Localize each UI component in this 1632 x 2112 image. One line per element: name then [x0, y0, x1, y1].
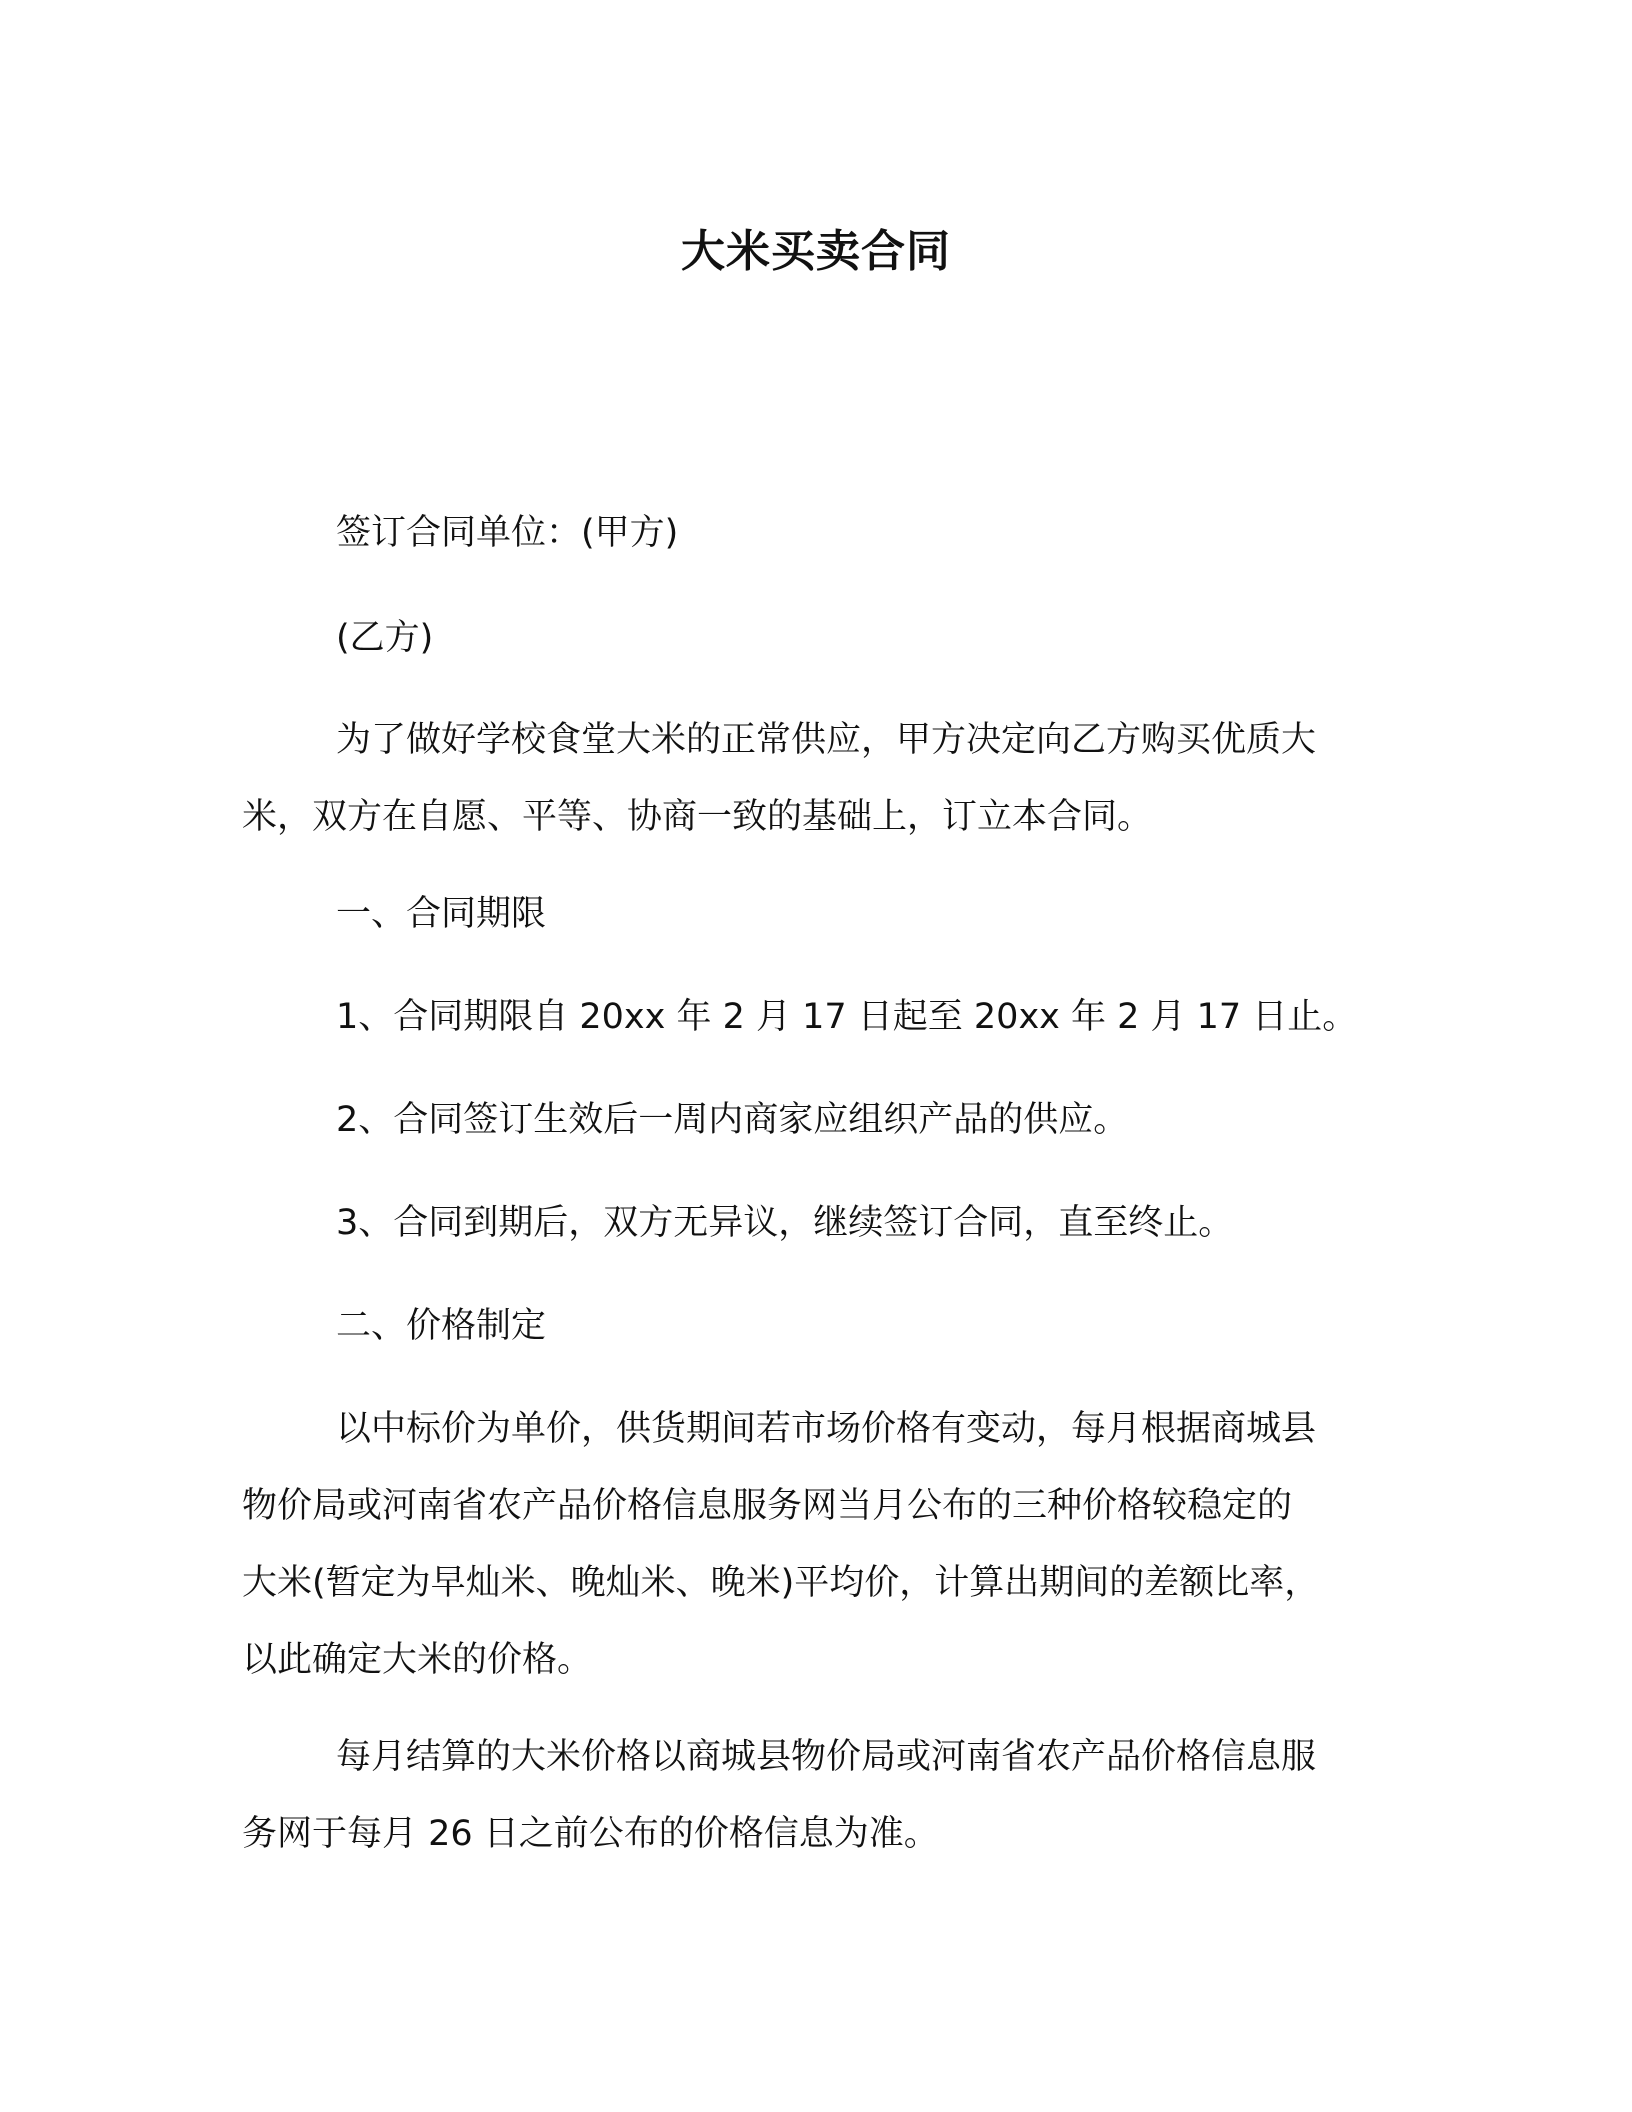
price-line-1: 以中标价为单价，供货期间若市场价格有变动，每月根据商城县 — [336, 1409, 1317, 1449]
price-line-4: 以此确定大米的价格。 — [242, 1640, 593, 1680]
party-a-line: 签订合同单位：(甲方) — [336, 513, 679, 553]
party-b-line: (乙方) — [336, 618, 434, 658]
section-2-heading: 二、价格制定 — [336, 1306, 547, 1346]
clause-1-1: 1、合同期限自 20xx 年 2 月 17 日起至 20xx 年 2 月 17 日止。 — [336, 997, 1358, 1037]
intro-line-2: 米，双方在自愿、平等、协商一致的基础上，订立本合同。 — [242, 797, 1153, 837]
price-line-3: 大米(暂定为早灿米、晚灿米、晚米)平均价，计算出期间的差额比率， — [242, 1563, 1320, 1603]
intro-line-1: 为了做好学校食堂大米的正常供应，甲方决定向乙方购买优质大 — [336, 720, 1317, 760]
clause-1-2: 2、合同签订生效后一周内商家应组织产品的供应。 — [336, 1100, 1129, 1140]
section-1-heading: 一、合同期限 — [336, 894, 547, 934]
price-line-2: 物价局或河南省农产品价格信息服务网当月公布的三种价格较稳定的 — [242, 1486, 1293, 1526]
clause-1-3: 3、合同到期后，双方无异议，继续签订合同，直至终止。 — [336, 1203, 1234, 1243]
settle-line-1: 每月结算的大米价格以商城县物价局或河南省农产品价格信息服 — [336, 1737, 1317, 1777]
document-title: 大米买卖合同 — [681, 226, 951, 277]
settle-line-2: 务网于每月 26 日之前公布的价格信息为准。 — [242, 1814, 939, 1854]
